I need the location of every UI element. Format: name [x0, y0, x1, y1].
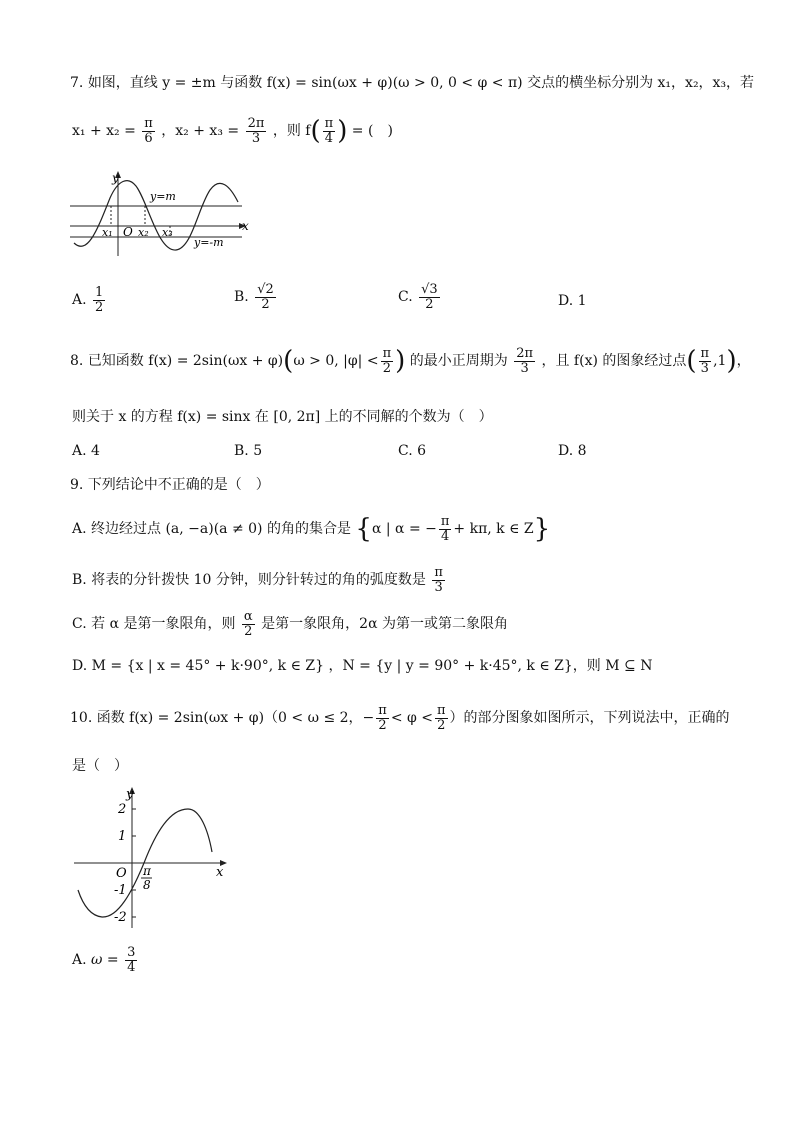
svg-text:y: y — [126, 787, 134, 802]
q7-fig-ynm: y=-m — [194, 236, 224, 249]
q8-period-text: 的最小正周期为 — [409, 353, 508, 369]
q7-fig-x3: x₃ — [162, 226, 173, 239]
svg-text:x: x — [216, 865, 224, 880]
q8-number: 8. — [70, 353, 84, 369]
svg-text:1: 1 — [118, 829, 127, 844]
q8-cond: ω > 0, |φ| < — [293, 353, 379, 369]
q10-line1: 10. 函数 f(x) = 2sin(ωx + φ)（0 < ω ≤ 2，− $\frac{\pi}{2}$ < φ < $\frac{\pi}{2}$ ）的部分图象如图所示，下列说法中，正确的 — [70, 703, 730, 733]
q7-blank: = ( ) — [351, 123, 393, 139]
q8-option-c[interactable]: C. 6 — [398, 443, 427, 459]
q8-func: 已知函数 f(x) = 2sin(ωx + φ) — [87, 353, 284, 369]
q7-fig-x1: x₁ — [102, 226, 113, 239]
q9-option-d[interactable]: D. M = {x | x = 45° + k·90°, k ∈ Z} ，N = {y | y = 90° + k·45°, k ∈ Z}，则 M ⊆ N — [72, 658, 653, 674]
q7-fig-ym: y=m — [150, 190, 176, 203]
q7-frac2: $\frac{2\pi}{3}$ — [247, 115, 265, 146]
q7-option-d[interactable]: D. 1 — [558, 293, 587, 309]
q7-cond1: x₁ + x₂ = — [72, 123, 136, 139]
q9-option-b[interactable]: B. 将表的分针拨快 10 分钟，则分针转过的角的弧度数是 $\frac{\pi}{3}$ — [72, 565, 443, 595]
q7-fig-y: y — [112, 171, 119, 185]
q7-option-b[interactable]: B. $\frac{√2}{2}$ — [234, 282, 274, 312]
q7-cond2: ，x₂ + x₃ = — [161, 123, 240, 139]
svg-text:8: 8 — [143, 878, 151, 892]
q10-figure — [70, 782, 240, 932]
q9-option-c[interactable]: C. 若 α 是第一象限角，则 $\frac{\alpha}{2}$ 是第一象限角，2α 为第一或第二象限角 — [72, 609, 508, 639]
q8-line2: 则关于 x 的方程 f(x) = sinx 在 [0, 2π] 上的不同解的个数为（ ） — [72, 409, 493, 425]
q7-option-a[interactable]: A. $\frac{1}{2}$ — [72, 285, 104, 315]
q10-option-a[interactable]: A. ω = $\frac{3}{4}$ — [72, 945, 136, 975]
q8-point-text: ，且 f(x) 的图象经过点 — [541, 353, 687, 369]
svg-text:O: O — [116, 866, 127, 881]
q8-option-d[interactable]: D. 8 — [558, 443, 587, 459]
q8-option-b[interactable]: B. 5 — [234, 443, 263, 459]
q8-line1: 8. 已知函数 f(x) = 2sin(ωx + φ)(ω > 0, |φ| < $\frac{\pi}{2}$ ) 的最小正周期为 $\frac{2\pi}{3}$ ，且 f(x) 的图象经过点( $\frac{\pi}{3}$ ,1)， — [70, 345, 751, 376]
q7-stem: 如图，直线 y = ±m 与函数 f(x) = sin(ωx + φ)(ω > 0, 0 < φ < π) 交点的横坐标分别为 x₁，x₂，x₃，若 — [87, 75, 755, 91]
q8-option-a[interactable]: A. 4 — [72, 443, 100, 459]
q7-fig-x2: x₂ — [138, 226, 149, 239]
q7-figure — [66, 168, 256, 260]
q9-option-a[interactable]: A. 终边经过点 (a, −a)(a ≠ 0) 的角的集合是 {α | α = − $\frac{\pi}{4}$ + kπ, k ∈ Z} — [72, 513, 551, 544]
q7-number: 7. — [70, 75, 84, 91]
q7-ask: ，则 f — [272, 123, 311, 139]
q7-line1 — [70, 72, 754, 92]
q7-frac3: $\frac{\pi}{4}$ — [324, 115, 334, 146]
svg-text:-1: -1 — [114, 883, 127, 898]
q7-fig-x: x — [242, 219, 249, 233]
q7-frac1: $\frac{\pi}{6}$ — [144, 115, 153, 146]
svg-text:-2: -2 — [114, 910, 127, 925]
svg-text:2: 2 — [118, 802, 127, 817]
q9-stem: 9. 下列结论中不正确的是（ ） — [70, 477, 270, 493]
q7-line2: x₁ + x₂ = $\frac{\pi}{6}$ ，x₂ + x₃ = $\frac{2\pi}{3}$ ，则 f( $\frac{\pi}{4}$ ) = ( ) — [72, 115, 393, 146]
q10-line2: 是（ ） — [72, 758, 128, 774]
svg-text:π: π — [143, 864, 151, 878]
q7-option-c[interactable]: C. $\frac{√3}{2}$ — [398, 282, 438, 312]
q7-fig-o: O — [123, 225, 133, 239]
